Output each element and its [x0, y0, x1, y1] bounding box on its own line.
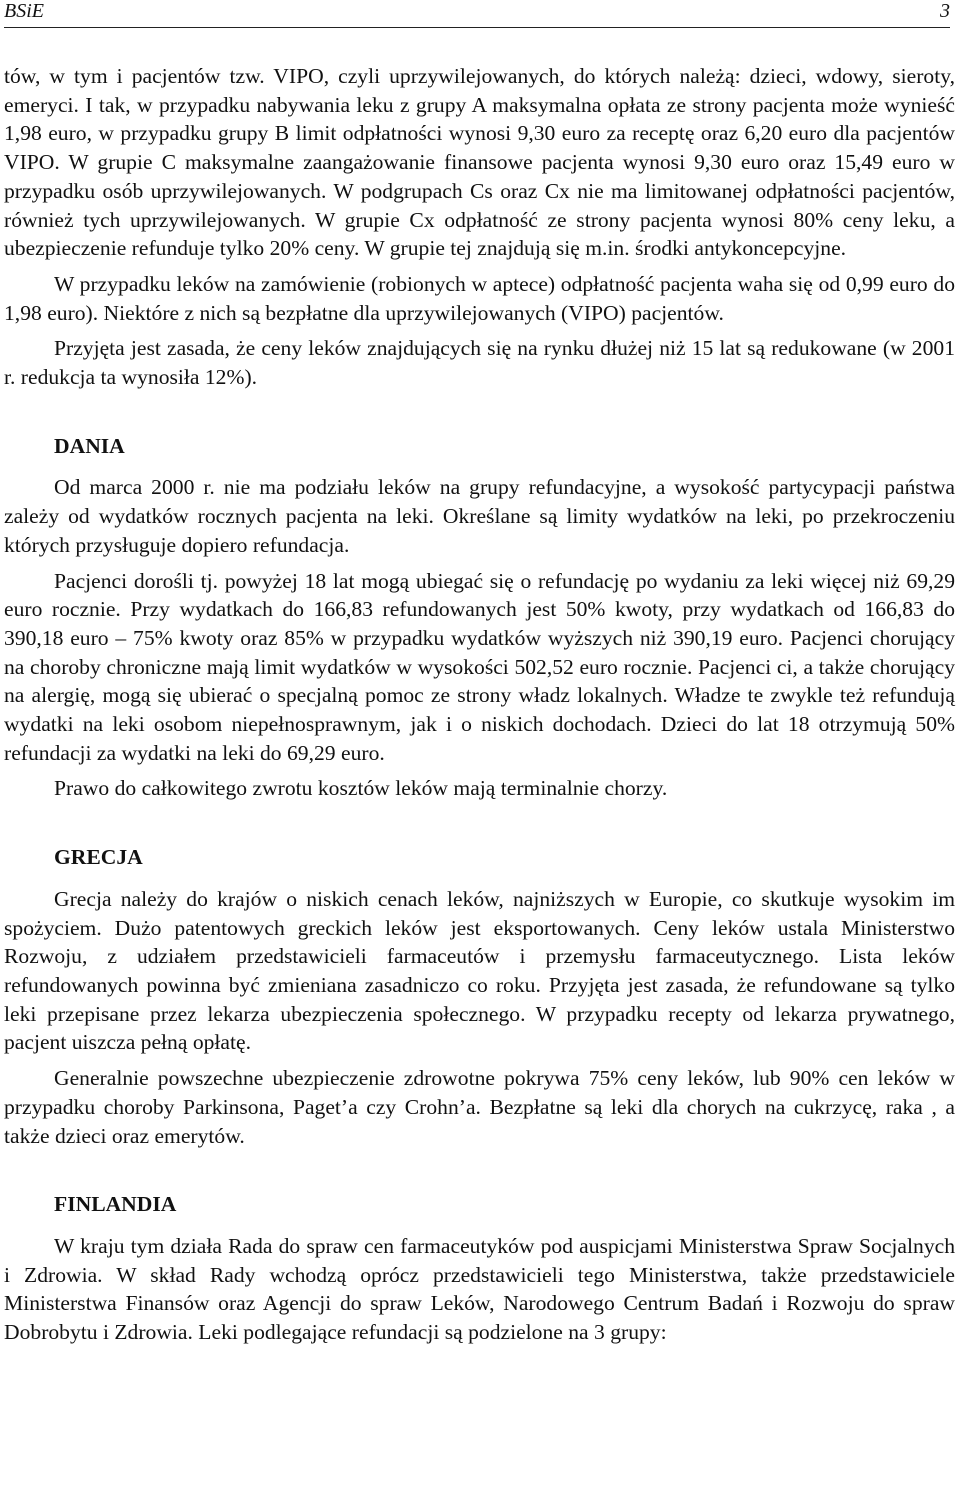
section-heading: DANIA	[54, 433, 125, 458]
paragraph: W kraju tym działa Rada do spraw cen farmaceutyków pod auspicjami Ministerstwa Spraw Socjalnych i Zdrowia. W skład Rady wchodzą oprócz przedstawicieli tego Ministerstwa, także przedstawiciele Ministerstwa Finansów oraz Agencji do spraw Leków, Narodowego Centrum Badań i Rozwoju do spraw Dobrobytu i Zdrowia. Leki podlegające refundacji są podzielone na 3 grupy:	[4, 1233, 955, 1345]
section-dania	[4, 432, 955, 803]
page-header	[4, 0, 950, 30]
page-number: 3	[940, 0, 950, 22]
paragraph: W przypadku leków na zamówienie (robionych w aptece) odpłatność pacjenta waha się od 0,99 euro do 1,98 euro). Niektóre z nich są bezpłatne dla uprzywilejowanych (VIPO) pacjentów.	[4, 271, 955, 325]
paragraph: Grecja należy do krajów o niskich cenach leków, najniższych w Europie, co skutkuje wysokim im spożyciem. Dużo patentowych greckich leków jest eksportowanych. Ceny leków ustala Ministerstwo Rozwoju, z udziałem przedstawicieli farmaceutów i przemysłu farmaceutycznego. Lista leków refundowanych powinna być zmieniana zasadniczo co roku. Przyjęta jest zasada, że refundowane są tylko leki przepisane przez lekarza ubezpieczenia społecznego. W przypadku recepty od lekarza prywatnego, pacjent uiszcza pełną opłatę.	[4, 886, 955, 1055]
section-finlandia	[4, 1190, 955, 1347]
section-grecja	[4, 843, 955, 1150]
paragraph: Prawo do całkowitego zwrotu kosztów leków mają terminalnie chorzy.	[54, 776, 668, 801]
document-body	[4, 62, 955, 1347]
header-rule	[4, 27, 950, 28]
paragraph: Pacjenci dorośli tj. powyżej 18 lat mogą ubiegać się o refundację po wydaniu za leki więcej niż 69,29 euro rocznie. Przy wydatkach do 166,83 refundowanych jest 50% kwoty, przy wydatkach od 166,83 do 390,18 euro – 75% kwoty oraz 85% w przypadku wydatków wyższych niż 390,19 euro. Pacjenci chorujący na choroby chroniczne mają limit wydatków w wysokości 502,52 euro rocznie. Pacjenci ci, a także chorujący na alergię, mogą się ubierać o specjalną pomoc ze strony władz lokalnych. Władze te zwykle też refundują wydatki na leki osobom niepełnosprawnym, jak i o niskich dochodach. Dzieci do lat 18 otrzymują 50% refundacji za wydatki na leki do 69,29 euro.	[4, 568, 955, 765]
section-heading: GRECJA	[54, 845, 143, 870]
paragraph: Generalnie powszechne ubezpieczenie zdrowotne pokrywa 75% ceny leków, lub 90% cen leków w przypadku choroby Parkinsona, Paget’a czy Crohn’a. Bezpłatne są leki dla chorych na cukrzycę, raka , a także dzieci oraz emerytów.	[4, 1066, 955, 1148]
section-heading: FINLANDIA	[54, 1192, 177, 1217]
paragraph: Przyjęta jest zasada, że ceny leków znajdujących się na rynku dłużej niż 15 lat są redukowane (w 2001 r. redukcja ta wynosiła 12%).	[4, 336, 955, 390]
paragraph: Od marca 2000 r. nie ma podziału leków na grupy refundacyjne, a wysokość partycypacji państwa zależy od wydatków rocznych pacjenta na leki. Określane są limity wydatków na leki, po przekroczeniu których przysługuje dopiero refundacja.	[4, 475, 955, 557]
paragraph: tów, w tym i pacjentów tzw. VIPO, czyli uprzywilejowanych, do których należą: dzieci, wdowy, sieroty, emeryci. I tak, w przypadku nabywania leku z grupy A maksymalna opłata ze strony pacjenta może wynieść 1,98 euro, w przypadku grupy B limit odpłatności wynosi 9,30 euro za receptę oraz 6,20 euro dla pacjentów VIPO. W grupie C maksymalne zaangażowanie finansowe pacjenta wynosi 9,30 euro oraz 15,49 euro w przypadku osób uprzywilejowanych. W podgrupach Cs oraz Cx nie ma limitowanej odpłatności pacjentów, również tych uprzywilejowanych. W grupie Cx odpłatność ze strony pacjenta wynosi 80% ceny leku, a ubezpieczenie refunduje tylko 20% ceny. W grupie tej znajdują się m.in. środki antykoncepcyjne.	[4, 64, 955, 261]
section-intro	[4, 62, 955, 392]
header-title: BSiE	[4, 0, 44, 22]
